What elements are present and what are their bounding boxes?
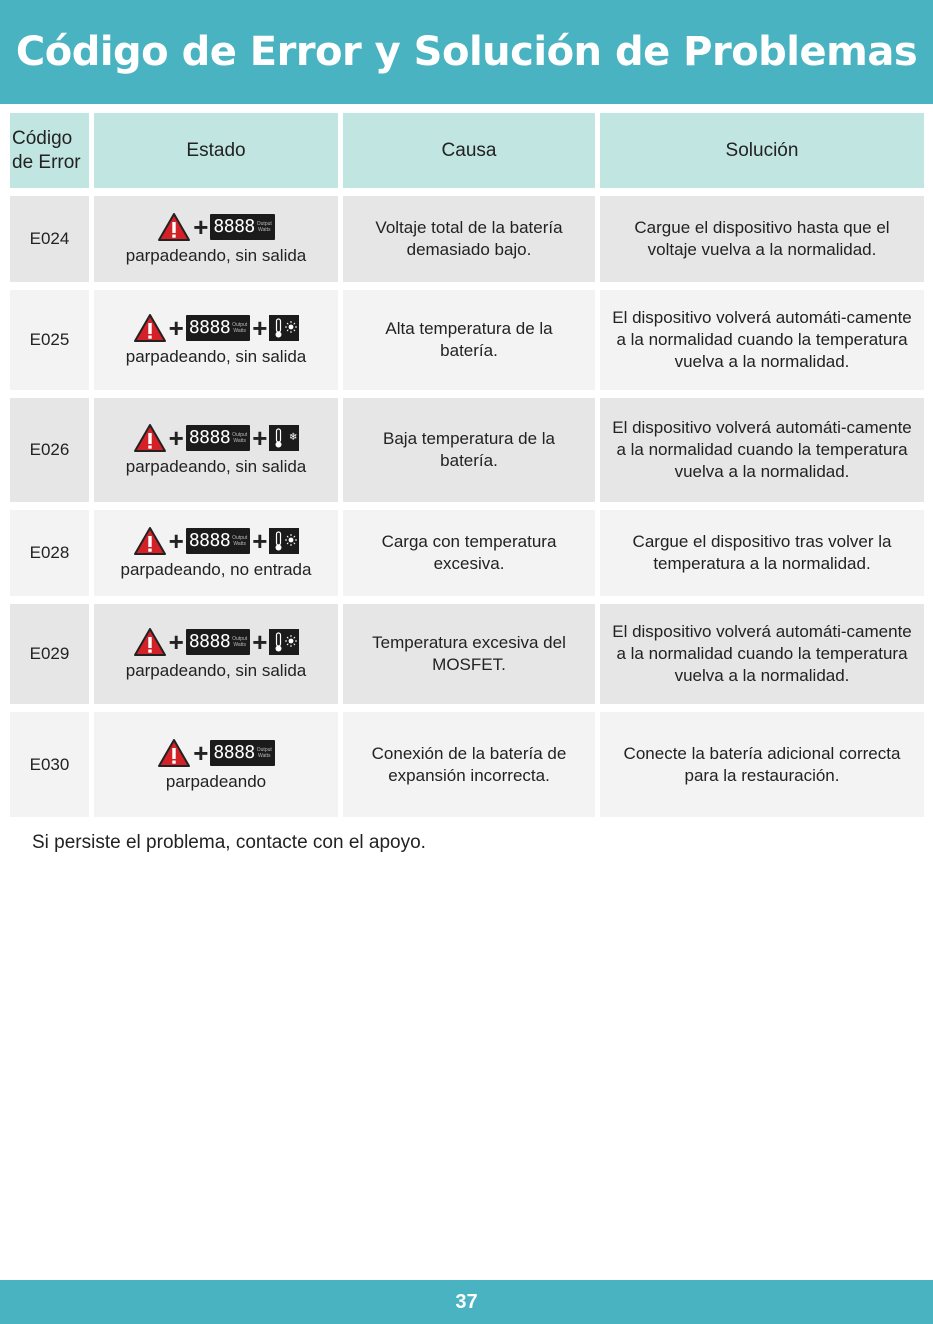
solution-cell: El dispositivo volverá automáti-camente a la normalidad cuando la temperatura vuelva a la normalidad. xyxy=(600,398,924,502)
header-state: Estado xyxy=(94,113,338,188)
warning-icon xyxy=(157,212,191,242)
state-text: parpadeando, sin salida xyxy=(125,347,307,366)
plus-sign: + xyxy=(252,627,268,657)
lcd-unit-top: Output xyxy=(256,746,272,753)
error-code: E026 xyxy=(10,398,89,502)
status-icons xyxy=(133,422,300,454)
lcd-unit-top: Output xyxy=(232,432,248,438)
lcd-unit-top: Output xyxy=(256,221,272,227)
status-icons xyxy=(133,525,300,557)
warning-icon xyxy=(133,313,167,343)
lcd-unit-bottom: Watts xyxy=(233,438,246,444)
cause-cell: Carga con temperatura excesiva. xyxy=(343,510,595,596)
lcd-unit-bottom: Watts xyxy=(233,328,246,334)
plus-sign: + xyxy=(168,313,184,343)
lcd-digits: 8888 xyxy=(188,427,231,448)
lcd-digits: 8888 xyxy=(213,216,255,237)
lcd-unit-bottom: Watts xyxy=(257,752,271,759)
error-code: E028 xyxy=(10,510,89,596)
warning-icon xyxy=(133,627,167,657)
table-header-row xyxy=(10,113,924,188)
cause-cell: Temperatura excesiva del MOSFET. xyxy=(343,604,595,704)
table-row xyxy=(10,604,924,704)
lcd-unit xyxy=(232,636,247,648)
plus-sign: + xyxy=(193,212,209,242)
page-number: 37 xyxy=(455,1290,478,1313)
status-icons xyxy=(157,737,275,769)
error-code: E030 xyxy=(10,712,89,817)
state-cell xyxy=(94,712,338,817)
status-icons xyxy=(133,626,300,658)
error-code: E024 xyxy=(10,196,89,282)
solution-cell: Cargue el dispositivo tras volver la temperatura a la normalidad. xyxy=(600,510,924,596)
status-icons xyxy=(133,312,300,344)
support-note: Si persiste el problema, contacte con el apoyo. xyxy=(32,832,426,853)
lcd-unit-top: Output xyxy=(232,535,248,541)
plus-sign: + xyxy=(252,313,268,343)
lcd-display xyxy=(210,214,274,240)
cause-cell: Baja temperatura de la batería. xyxy=(343,398,595,502)
plus-sign: + xyxy=(168,526,184,556)
page-footer xyxy=(0,1280,933,1324)
lcd-unit-bottom: Watts xyxy=(233,642,246,648)
solution-cell: El dispositivo volverá automáti-camente a la normalidad cuando la temperatura vuelva a la normalidad. xyxy=(600,290,924,390)
lcd-unit xyxy=(257,747,272,759)
plus-sign: + xyxy=(252,423,268,453)
lcd-unit xyxy=(232,432,247,444)
solution-cell: Conecte la batería adicional correcta para la restauración. xyxy=(600,712,924,817)
lcd-unit xyxy=(257,221,272,233)
svg-text:❄: ❄ xyxy=(289,432,298,443)
state-cell xyxy=(94,290,338,390)
warning-icon xyxy=(133,423,167,453)
state-cell xyxy=(94,398,338,502)
plus-sign: + xyxy=(193,737,209,768)
error-code: E025 xyxy=(10,290,89,390)
lcd-digits: 8888 xyxy=(188,631,231,652)
page-title: Código de Error y Solución de Problemas xyxy=(15,29,918,75)
header-cause: Causa xyxy=(343,113,595,188)
high-temperature-icon xyxy=(269,528,299,554)
cause-cell: Voltaje total de la batería demasiado bajo. xyxy=(343,196,595,282)
header-code: Código de Error xyxy=(10,113,89,188)
state-cell xyxy=(94,196,338,282)
table-row xyxy=(10,510,924,596)
page-header xyxy=(0,0,933,104)
cause-cell: Alta temperatura de la batería. xyxy=(343,290,595,390)
state-text: parpadeando xyxy=(165,771,267,791)
state-text: parpadeando, sin salida xyxy=(125,457,307,476)
error-table xyxy=(10,113,924,817)
plus-sign: + xyxy=(168,627,184,657)
state-text: parpadeando, no entrada xyxy=(120,560,312,579)
solution-cell: El dispositivo volverá automáti-camente a la normalidad cuando la temperatura vuelva a la normalidad. xyxy=(600,604,924,704)
high-temperature-icon xyxy=(269,629,299,655)
state-text: parpadeando, sin salida xyxy=(125,661,307,680)
table-row xyxy=(10,290,924,390)
warning-icon xyxy=(133,526,167,556)
plus-sign: + xyxy=(168,423,184,453)
header-solution: Solución xyxy=(600,113,924,188)
lcd-display xyxy=(186,528,250,554)
lcd-unit-bottom: Watts xyxy=(233,541,246,547)
plus-sign: + xyxy=(252,526,268,556)
table-row xyxy=(10,712,924,817)
lcd-unit-top: Output xyxy=(232,322,248,328)
error-code: E029 xyxy=(10,604,89,704)
state-cell xyxy=(94,510,338,596)
lcd-digits: 8888 xyxy=(188,317,231,338)
high-temperature-icon xyxy=(269,315,299,341)
warning-icon xyxy=(157,738,191,768)
lcd-display xyxy=(186,629,250,655)
status-icons xyxy=(157,211,275,243)
cause-cell: Conexión de la batería de expansión incorrecta. xyxy=(343,712,595,817)
lcd-digits: 8888 xyxy=(188,530,231,551)
table-row xyxy=(10,196,924,282)
low-temperature-icon xyxy=(269,425,299,451)
lcd-unit xyxy=(232,322,247,334)
lcd-unit xyxy=(232,535,247,547)
lcd-display xyxy=(186,425,250,451)
table-row xyxy=(10,398,924,502)
state-cell xyxy=(94,604,338,704)
lcd-display xyxy=(210,740,274,766)
lcd-digits: 8888 xyxy=(213,741,255,763)
lcd-display xyxy=(186,315,250,341)
lcd-unit-bottom: Watts xyxy=(257,227,271,233)
table-body xyxy=(10,196,924,817)
state-text: parpadeando, sin salida xyxy=(125,246,307,265)
lcd-unit-top: Output xyxy=(232,636,248,642)
solution-cell: Cargue el dispositivo hasta que el voltaje vuelva a la normalidad. xyxy=(600,196,924,282)
